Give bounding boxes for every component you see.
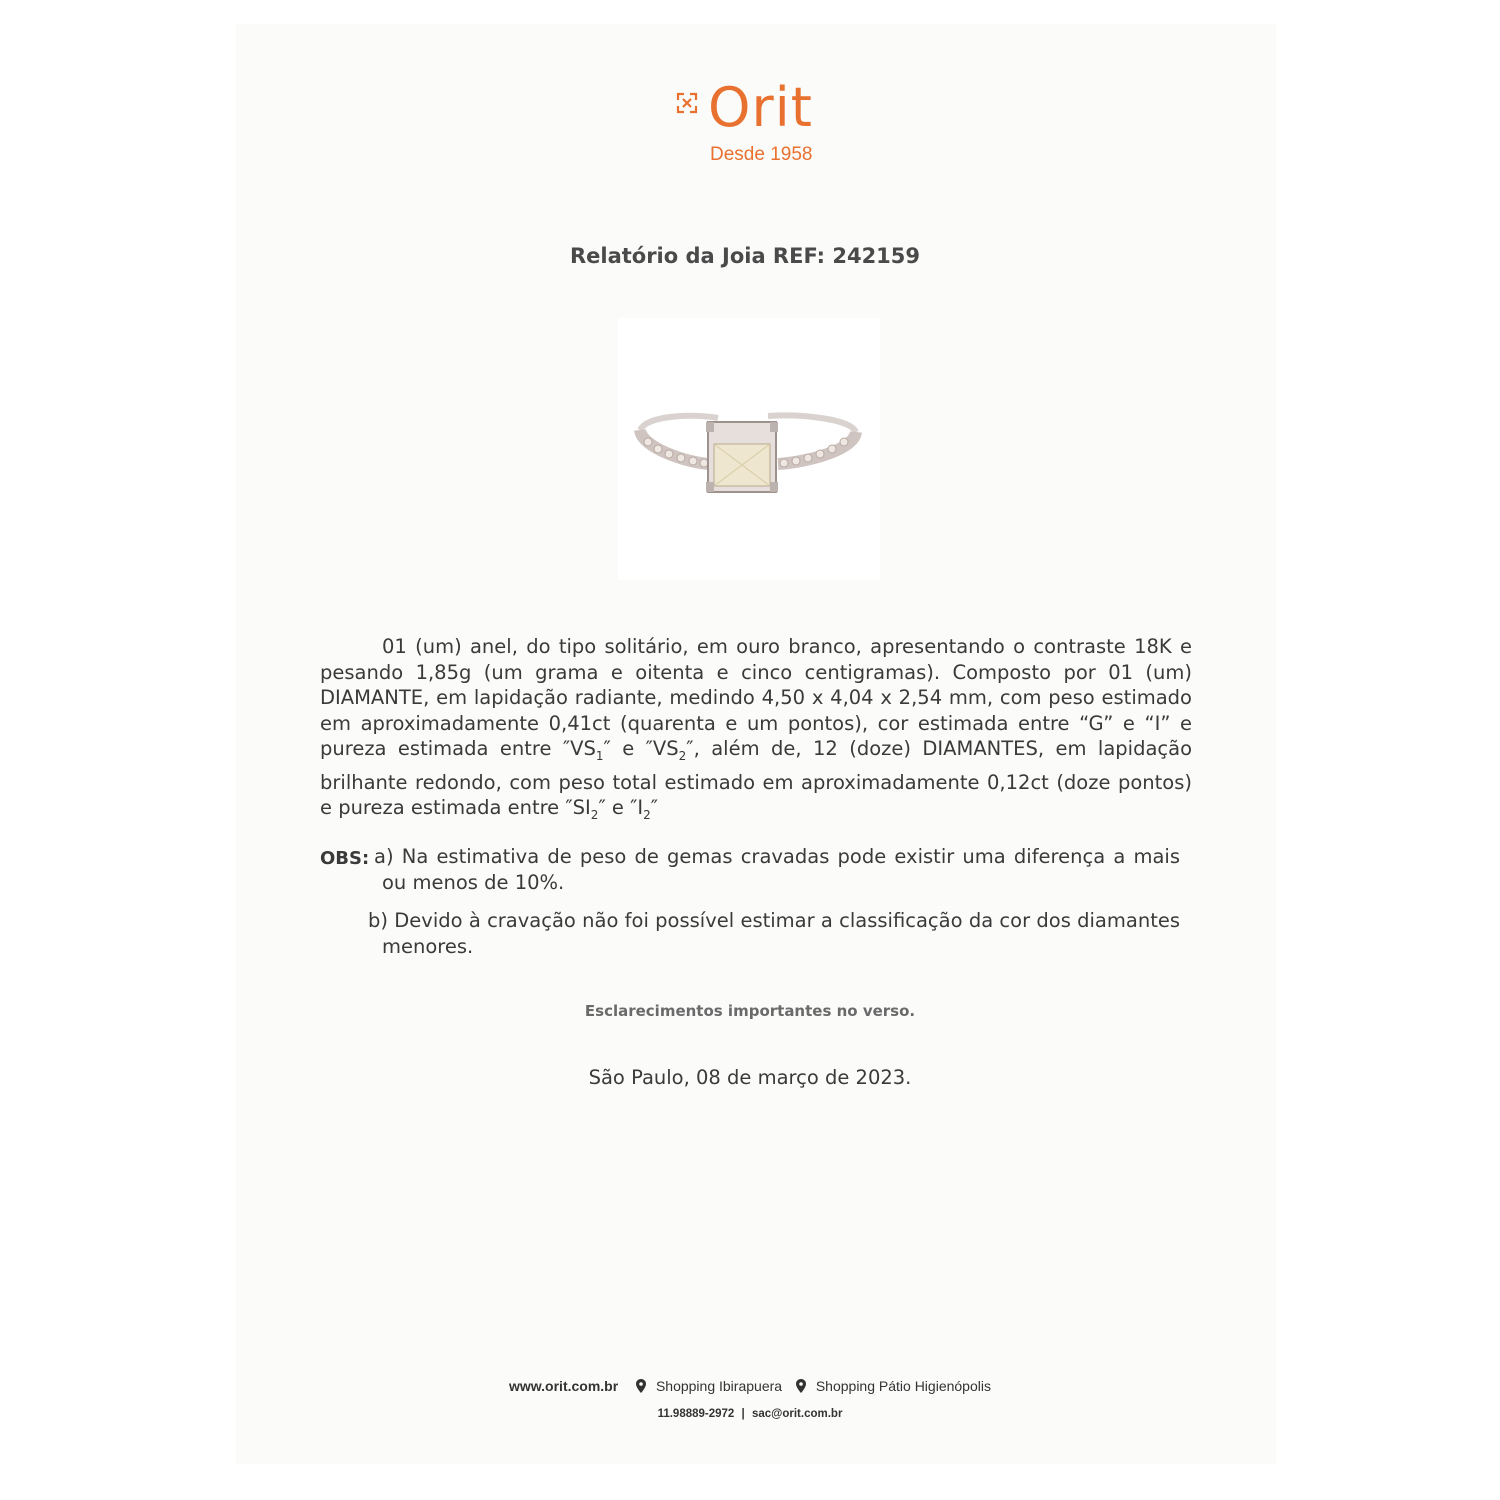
description-sub-2: 2 [678,749,687,764]
footer-email[interactable]: sac@orit.com.br [751,1408,843,1420]
obs-item-b: b) Devido à cravação não foi possível estimar a classificação da cor dos diamantes menores. [368,909,1180,958]
logo-mark-icon [674,90,700,116]
ring-photo [618,318,880,580]
footer-phone: 11.98889-2972 [657,1408,735,1420]
footer-separator: | [741,1408,745,1420]
important-note: Esclarecimentos importantes no verso. [584,1002,916,1020]
footer-location-1: Shopping Ibirapuera [655,1378,783,1394]
report-title: Relatório da Joia REF: 242159 [569,244,921,268]
obs-item-a: a) Na estimativa de peso de gemas cravadas pode existir uma diferença a mais ou menos de 10%. [374,845,1180,894]
description-text-5: ″ [650,796,659,820]
observations [320,844,1192,959]
description-text-3: ″, além de, 12 (doze) DIAMANTES, em lapidação brilhante redondo, com peso total estimado em aproximadamente 0,12ct (doze pontos) e pureza estimada entre ″SI [320,737,1193,820]
footer-contacts [0,1378,1500,1394]
description-text-2: ″ e ″VS [603,737,679,761]
place-date: São Paulo, 08 de março de 2023. [588,1066,912,1089]
jewel-description [320,634,1192,829]
obs-label: OBS: [320,848,370,869]
description-sub-1: 1 [595,749,604,764]
brand-logo [672,76,832,172]
description-paragraph [320,634,1192,829]
description-sub-3: 2 [590,808,599,823]
description-text-4: ″ e ″I [598,796,644,820]
description-sub-4: 2 [643,808,651,823]
brand-tagline: Desde 1958 [710,144,813,165]
map-pin-icon [796,1379,806,1393]
footer-website[interactable]: www.orit.com.br [509,1378,619,1394]
map-pin-icon [636,1379,646,1393]
ring-image-icon [618,318,880,580]
footer-location-2: Shopping Pátio Higienópolis [815,1378,991,1394]
footer-phone-email [0,1408,1500,1420]
brand-name: Orit [708,76,813,139]
description-text-1: 01 (um) anel, do tipo solitário, em ouro branco, apresentando o contraste 18K e pesando 1,85g (um grama e oitenta e cinco centigramas). Composto por 01 (um) DIAMANTE, em lapidação radiante, medindo 4,50 x 4,04 x 2,54 mm, com peso estimado em aproximadamente 0,41ct (quarenta e um pontos), cor estimada entre “G” e “I” e pureza estimada entre ″VS [320,635,1192,761]
